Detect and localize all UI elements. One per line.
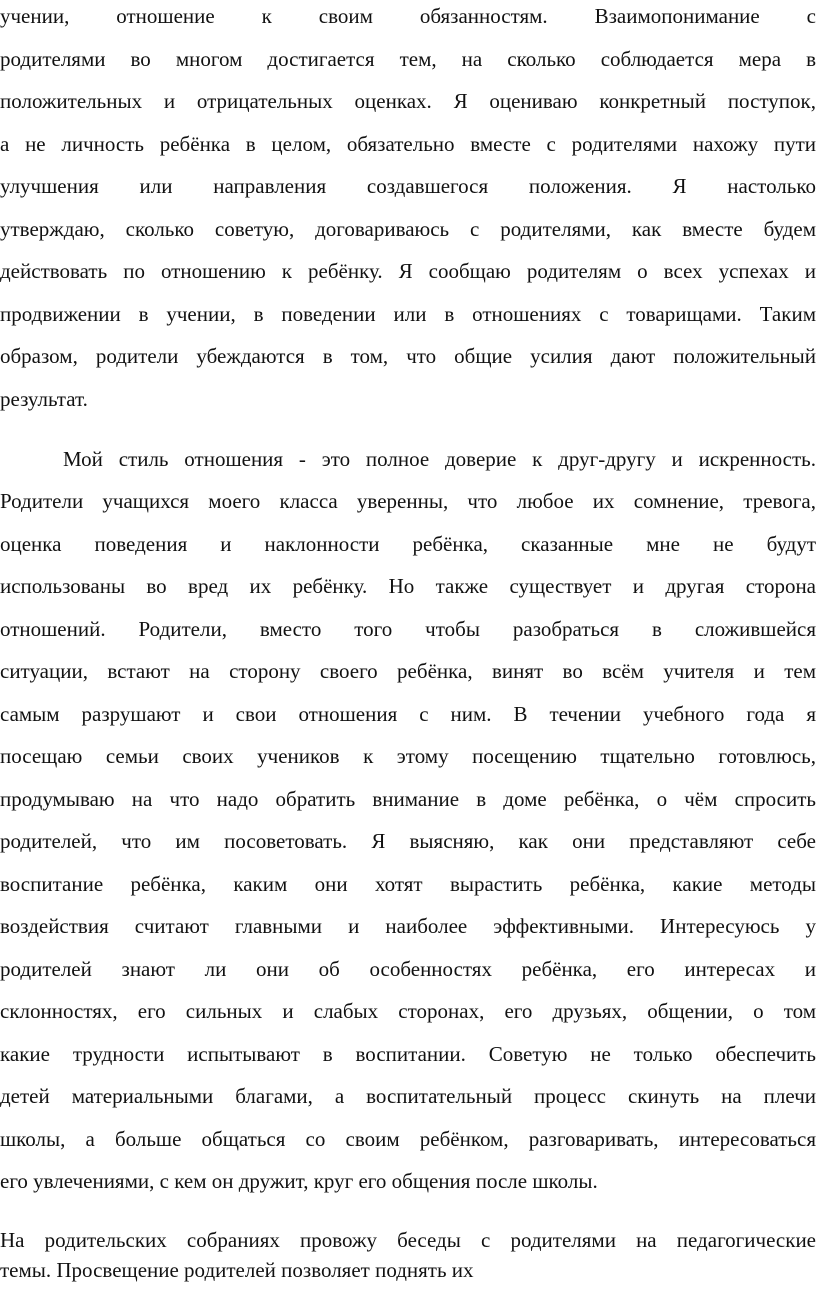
text-line: использованы во вред их ребёнку. Но также существует и другая сторона (0, 574, 816, 598)
text-line: учении, отношение к своим обязанностям. Взаимопонимание с (0, 4, 816, 28)
text-line: родителями во многом достигается тем, на сколько соблюдается мера в (0, 47, 816, 71)
text-line: воздействия считают главными и наиболее эффективными. Интересуюсь у (0, 914, 816, 938)
text-line: склонностях, его сильных и слабых сторонах, его друзьях, общении, о том (0, 999, 816, 1023)
text-line: его увлечениями, с кем он дружит, круг его общения после школы. (0, 1169, 598, 1193)
text-line: улучшения или направления создавшегося положения. Я настолько (0, 174, 816, 198)
text-line: воспитание ребёнка, каким они хотят вырастить ребёнка, какие методы (0, 872, 816, 896)
text-line: ситуации, встают на сторону своего ребёнка, винят во всём учителя и тем (0, 659, 816, 683)
text-line: Мой стиль отношения - это полное доверие к друг-другу и искренность. (63, 447, 816, 471)
text-line: положительных и отрицательных оценках. Я оцениваю конкретный поступок, (0, 89, 816, 113)
text-line: школы, а больше общаться со своим ребёнком, разговаривать, интересоваться (0, 1127, 816, 1151)
text-line: оценка поведения и наклонности ребёнка, сказанные мне не будут (0, 532, 816, 556)
text-line: детей материальными благами, а воспитательный процесс скинуть на плечи (0, 1084, 816, 1108)
text-line: образом, родители убеждаются в том, что общие усилия дают положительный (0, 344, 816, 368)
text-line: отношений. Родители, вместо того чтобы разобраться в сложившейся (0, 617, 816, 641)
text-line: продумываю на что надо обратить внимание в доме ребёнка, о чём спросить (0, 787, 816, 811)
text-line: темы. Просвещение родителей позволяет поднять их (0, 1258, 474, 1282)
text-line: Родители учащихся моего класса уверенны, что любое их сомнение, тревога, (0, 489, 816, 513)
text-line: продвижении в учении, в поведении или в отношениях с товарищами. Таким (0, 302, 816, 326)
text-line: На родительских собраниях провожу беседы с родителями на педагогические (0, 1228, 816, 1252)
text-line: родителей, что им посоветовать. Я выясняю, как они представляют себе (0, 829, 816, 853)
text-line: самым разрушают и свои отношения с ним. В течении учебного года я (0, 702, 816, 726)
text-line: утверждаю, сколько советую, договариваюсь с родителями, как вместе будем (0, 217, 816, 241)
text-line: какие трудности испытывают в воспитании. Советую не только обеспечить (0, 1042, 816, 1066)
text-line: а не личность ребёнка в целом, обязательно вместе с родителями нахожу пути (0, 132, 816, 156)
text-line: посещаю семьи своих учеников к этому посещению тщательно готовлюсь, (0, 744, 816, 768)
text-line: действовать по отношению к ребёнку. Я сообщаю родителям о всех успехах и (0, 259, 816, 283)
text-line: родителей знают ли они об особенностях ребёнка, его интересах и (0, 957, 816, 981)
text-line: результат. (0, 387, 88, 411)
